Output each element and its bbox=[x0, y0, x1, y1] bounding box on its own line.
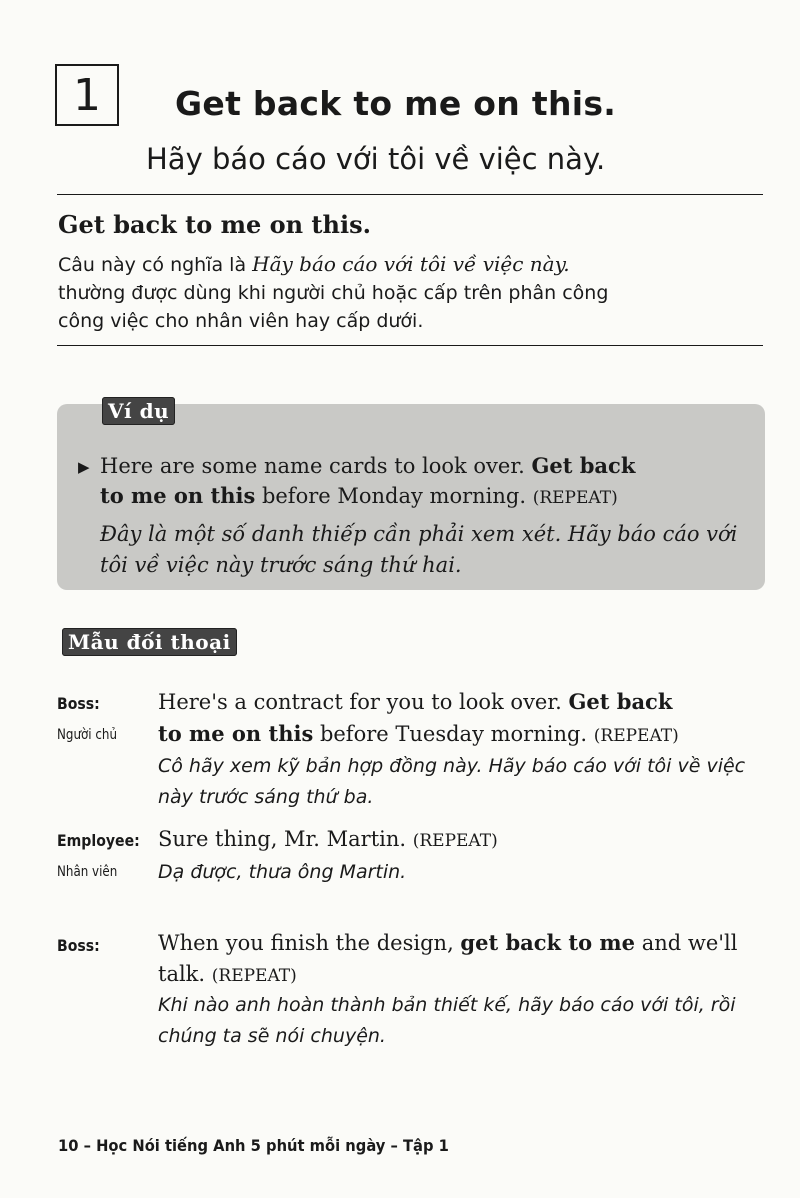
dialogue-en-text: before Tuesday morning. bbox=[313, 722, 594, 746]
dialogue-en bbox=[158, 686, 778, 752]
lesson-number: 1 bbox=[55, 64, 119, 126]
speaker-name-vi: Nhân viên bbox=[57, 864, 118, 880]
repeat-marker: (REPEAT) bbox=[211, 966, 297, 986]
divider bbox=[57, 345, 763, 346]
dialogue-vi: Dạ được, thưa ông Martin. bbox=[158, 861, 407, 883]
dialogue-vi: Khi nào anh hoàn thành bản thiết kế, hãy báo cáo với tôi, rồi chúng ta sẽ nói chuyện. bbox=[158, 994, 736, 1047]
definition-line: thường được dùng khi người chủ hoặc cấp trên phân công bbox=[58, 282, 609, 304]
dialogue-label: Mẫu đối thoại bbox=[62, 628, 237, 656]
definition-heading: Get back to me on this. bbox=[58, 210, 371, 239]
dialogue-vi: Cô hãy xem kỹ bản hợp đồng này. Hãy báo cáo với tôi về việc này trước sáng thứ ba. bbox=[158, 755, 746, 808]
example-en bbox=[100, 451, 740, 513]
dialogue-en-text: Sure thing, Mr. Martin. bbox=[158, 827, 413, 851]
speaker-name: Employee: bbox=[57, 831, 140, 850]
speaker-name-vi: Người chủ bbox=[57, 727, 118, 743]
lesson-title: Get back to me on this. bbox=[175, 84, 617, 123]
definition-intro: Câu này có nghĩa là bbox=[58, 254, 253, 276]
dialogue-en-phrase: to me on this bbox=[158, 721, 314, 746]
divider bbox=[57, 194, 763, 195]
repeat-marker: (REPEAT) bbox=[532, 488, 618, 508]
repeat-marker: (REPEAT) bbox=[593, 726, 679, 746]
example-vi: Đây là một số danh thiếp cần phải xem xét. Hãy báo cáo với tôi về việc này trước sáng thứ hai. bbox=[100, 522, 738, 577]
definition-body bbox=[58, 250, 762, 335]
example-en-phrase: to me on this bbox=[100, 483, 256, 508]
lesson-subtitle: Hãy báo cáo với tôi về việc này. bbox=[146, 142, 606, 176]
example-en-phrase: Get back bbox=[531, 453, 636, 478]
dialogue-en bbox=[158, 824, 778, 857]
dialogue-en-text: and we'll talk. bbox=[158, 931, 738, 986]
definition-line: công việc cho nhân viên hay cấp dưới. bbox=[58, 310, 424, 332]
example-label: Ví dụ bbox=[102, 397, 175, 425]
speaker-name: Boss: bbox=[57, 694, 100, 713]
example-en-text: before Monday morning. bbox=[255, 484, 533, 508]
example-en-text: Here are some name cards to look over. bbox=[100, 454, 532, 478]
dialogue-en-phrase: get back to me bbox=[460, 930, 636, 955]
speaker-name: Boss: bbox=[57, 936, 100, 955]
definition-meaning: Hãy báo cáo với tôi về việc này. bbox=[252, 252, 570, 276]
dialogue-en-text: Here's a contract for you to look over. bbox=[158, 690, 569, 714]
repeat-marker: (REPEAT) bbox=[412, 831, 498, 851]
bullet-icon: ▶ bbox=[78, 458, 90, 476]
dialogue-en bbox=[158, 927, 778, 992]
page-footer: 10 – Học Nói tiếng Anh 5 phút mỗi ngày – Tập 1 bbox=[58, 1136, 449, 1155]
dialogue-en-text: When you finish the design, bbox=[158, 931, 461, 955]
dialogue-en-phrase: Get back bbox=[568, 689, 673, 714]
